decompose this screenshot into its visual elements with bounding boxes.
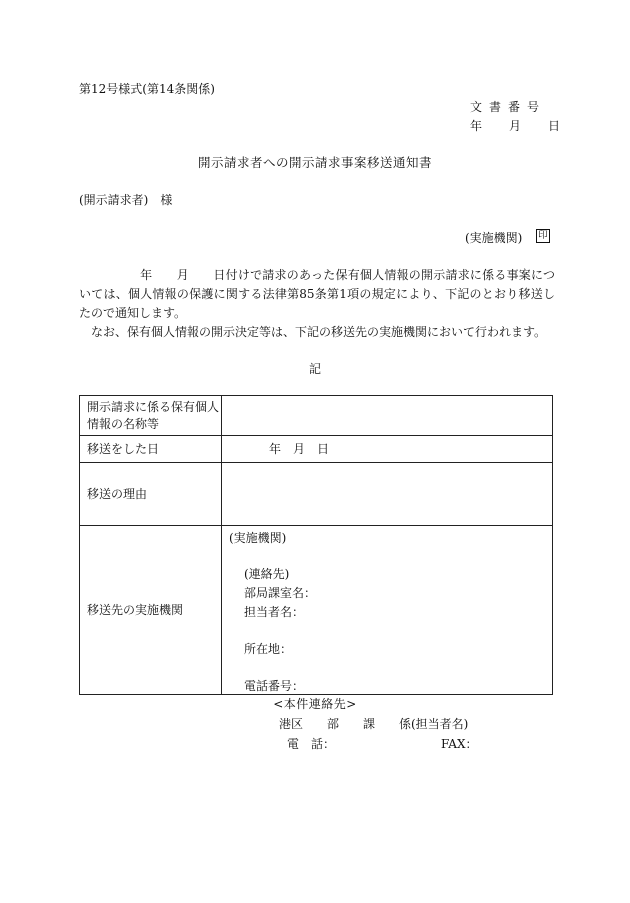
dest-dept-line: 部局課室名： bbox=[244, 586, 317, 600]
row1-label-line1: 開示請求に係る保有個人 bbox=[87, 399, 220, 414]
body-paragraph-1: 年 月 日付けで請求のあった保有個人情報の開示請求に係る事案については、個人情報の保護に関する法律第85条第1項の規定により、下記のとおり移送したので通知します。 bbox=[79, 268, 555, 320]
document-date: 年 月 日 bbox=[470, 119, 562, 133]
transfer-date-cell bbox=[222, 436, 553, 463]
contact-heading: <本件連絡先> bbox=[273, 697, 357, 711]
ki-heading: 記 bbox=[308, 362, 321, 376]
dest-contact-line: (連絡先) bbox=[244, 567, 290, 581]
personal-info-name-value bbox=[222, 396, 553, 436]
table-row bbox=[80, 463, 553, 526]
recipient-label: (開示請求者) 様 bbox=[79, 193, 173, 207]
transfer-reason-label: 移送の理由 bbox=[80, 463, 222, 526]
table-row bbox=[80, 396, 553, 436]
destination-agency-label: 移送先の実施機関 bbox=[80, 526, 222, 695]
form-number: 第12号様式(第14条関係) bbox=[79, 82, 215, 96]
dest-phone-line: 電話番号： bbox=[244, 679, 305, 693]
table-row bbox=[80, 526, 553, 695]
contact-phone-label: 電 話： bbox=[287, 737, 336, 751]
table-row bbox=[80, 436, 553, 463]
transfer-date-value: 年 月 日 bbox=[269, 441, 330, 456]
document-number-label: 文書番号 bbox=[470, 100, 547, 114]
sender-agency-label: (実施機関) bbox=[465, 231, 523, 245]
seal-mark: 印 bbox=[536, 229, 550, 243]
transfer-reason-value bbox=[222, 463, 553, 526]
dest-agency-line: (実施機関) bbox=[229, 531, 287, 545]
table-label-cell bbox=[80, 396, 222, 436]
row1-label-line2: 情報の名称等 bbox=[87, 416, 160, 431]
page-title: 開示請求者への開示請求事案移送通知書 bbox=[197, 155, 432, 170]
dest-address-line: 所在地： bbox=[244, 642, 293, 656]
destination-agency-cell bbox=[222, 526, 553, 695]
transfer-details-table bbox=[79, 395, 553, 695]
body-paragraph-2: なお、保有個人情報の開示決定等は、下記の移送先の実施機関において行われます。 bbox=[79, 325, 547, 339]
contact-department: 港区 部 課 係(担当者名) bbox=[279, 717, 469, 731]
transfer-date-label: 移送をした日 bbox=[80, 436, 222, 463]
dest-person-line: 担当者名： bbox=[244, 605, 305, 619]
contact-fax-label: FAX： bbox=[441, 737, 478, 751]
